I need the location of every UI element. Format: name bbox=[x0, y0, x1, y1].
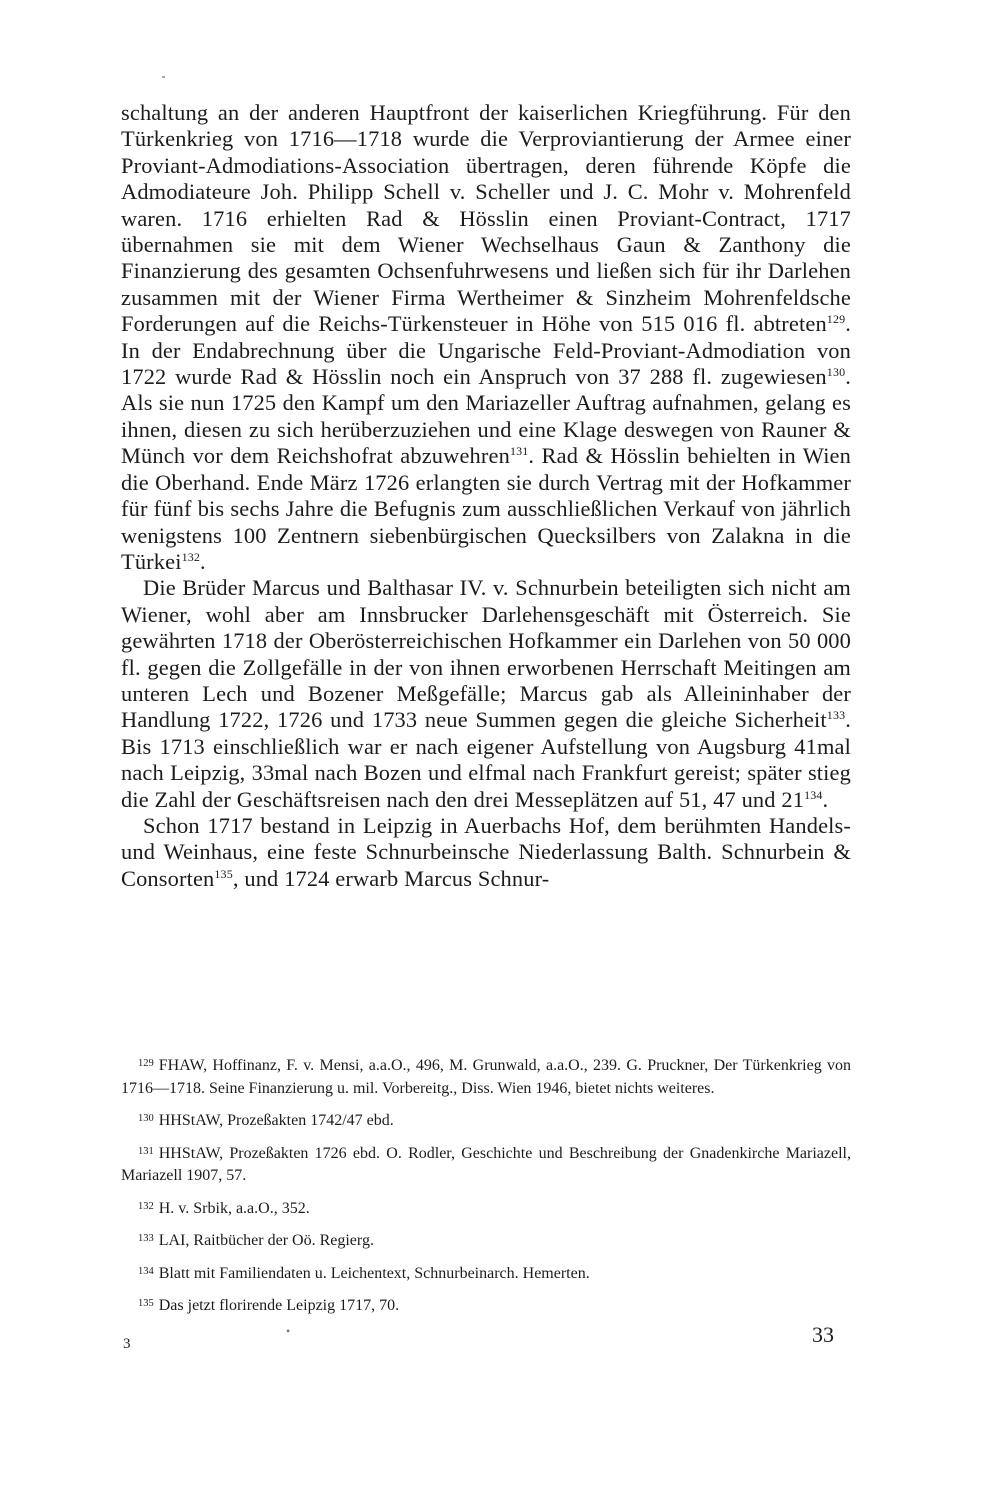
footnotes bbox=[121, 1053, 851, 1326]
footnote bbox=[121, 1228, 851, 1253]
footnote-number: 135 bbox=[138, 1298, 154, 1309]
text-run: . bbox=[822, 786, 829, 812]
footnote-text: Das jetzt florirende Leipzig 1717, 70. bbox=[158, 1297, 400, 1314]
paragraph bbox=[121, 575, 851, 813]
text-run: . Als sie nun 1725 den Kampf um den Mariazeller Auftrag aufnahmen, gelang es ihnen, diesen zu sich herüberzuziehen und eine Klage deswegen von Rauner & Münch vor dem Reichshofrat abzuwehren bbox=[121, 364, 851, 469]
footnote-text: FHAW, Hoffinanz, F. v. Mensi, a.a.O., 496, M. Grunwald, a.a.O., 239. G. Pruckner, Der Türkenkrieg von 1716—1718. Seine Finanzierung u. mil. Vorbereitg., Diss. Wien 1946, bietet nichts weiteres. bbox=[121, 1057, 851, 1097]
footnote-number: 134 bbox=[138, 1265, 154, 1277]
footnote-text: HHStAW, Prozeßakten 1726 ebd. O. Rodler, Geschichte und Beschreibung der Gnadenkirche Mariazell, Mariazell 1907, 57. bbox=[121, 1144, 851, 1184]
footnote-number: 129 bbox=[138, 1058, 154, 1069]
footnote-reference: 130 bbox=[826, 365, 846, 380]
footnote-number: 132 bbox=[138, 1200, 154, 1212]
footnote-text: HHStAW, Prozeßakten 1742/47 ebd. bbox=[158, 1112, 394, 1129]
footnote-reference: 129 bbox=[826, 312, 846, 327]
text-run: . Rad & Hösslin behielten in Wien die Oberhand. Ende März 1726 erlangten sie durch Vertrag mit der Hofkammer für fünf bis sechs Jahre die Befugnis zum ausschließlichen Verkauf von jährlich wenigstens 100 Zentnern siebenbürgischen Quecksilbers von Zalakna in die Türkei bbox=[121, 443, 851, 574]
footnote bbox=[121, 1261, 851, 1286]
paragraph bbox=[121, 813, 851, 892]
footnote bbox=[121, 1053, 851, 1100]
body-text bbox=[121, 100, 851, 892]
footnote-reference: 134 bbox=[804, 787, 823, 802]
text-run: Schon 1717 bestand in Leipzig in Auerbachs Hof, dem berühmten Handels- und Weinhaus, eine feste Schnurbeinsche Niederlassung Balth. Schnurbein & Consorten bbox=[121, 812, 851, 891]
footnote-reference: 133 bbox=[826, 708, 846, 723]
dot-mark: • bbox=[286, 1324, 291, 1338]
footnote-number: 131 bbox=[138, 1145, 154, 1157]
page-number: 33 bbox=[812, 1322, 834, 1347]
footnote bbox=[121, 1196, 851, 1221]
footnote bbox=[121, 1108, 851, 1133]
footnote bbox=[121, 1141, 851, 1188]
footnote-text: LAI, Raitbücher der Oö. Regierg. bbox=[158, 1232, 374, 1249]
text-run: . bbox=[200, 548, 206, 574]
footnote-number: 133 bbox=[138, 1233, 154, 1244]
text-run: . Bis 1713 einschließlich war er nach eigener Aufstellung von Augsburg 41mal nach Leipzig, 33mal nach Bozen und elfmal nach Frankfurt gereist; später stieg die Zahl der Geschäftsreisen nach den drei Messeplätzen auf 51, 47 und 21 bbox=[121, 707, 851, 812]
footnote-text: Blatt mit Familiendaten u. Leichentext, Schnurbeinarch. Hemerten. bbox=[158, 1264, 590, 1282]
stray-mark bbox=[162, 76, 165, 78]
footnote-reference: 131 bbox=[509, 444, 529, 459]
footnote-reference: 135 bbox=[214, 866, 233, 881]
footnote-number: 130 bbox=[138, 1113, 154, 1124]
text-run: . In der Endabrechnung über die Ungarische Feld-Proviant-Admodiation von 1722 wurde Rad & Hösslin noch ein Anspruch von 37 288 fl. zugewiesen bbox=[121, 311, 851, 390]
footnote-reference: 132 bbox=[181, 549, 201, 564]
footnote bbox=[121, 1293, 851, 1318]
footnote-text: H. v. Srbik, a.a.O., 352. bbox=[158, 1199, 310, 1217]
text-run: Die Brüder Marcus und Balthasar IV. v. Schnurbein beteiligten sich nicht am Wiener, wohl aber am Innsbrucker Darlehensgeschäft mit Österreich. Sie gewährten 1718 der Oberösterreichischen Hofkammer ein Darlehen von 50 000 fl. gegen die Zollgefälle in der von ihnen erworbenen Herrschaft Meitingen am unteren Lech und Bozener Meßgefälle; Marcus gab als Alleininhaber der Handlung 1722, 1726 und 1733 neue Summen gegen die gleiche Sicherheit bbox=[121, 575, 851, 733]
signature-mark: 3 bbox=[123, 1336, 131, 1352]
text-run: , und 1724 erwarb Marcus Schnur- bbox=[232, 865, 550, 891]
text-run: schaltung an der anderen Hauptfront der kaiserlichen Kriegführung. Für den Türkenkrieg von 1716—1718 wurde die Verproviantierung der Armee einer Proviant-Admodiations-Association übertragen, deren führende Köpfe die Admodiateure Joh. Philipp Schell v. Scheller und J. C. Mohr v. Mohrenfeld waren. 1716 erhielten Rad & Hösslin einen Proviant-Contract, 1717 übernahmen sie mit dem Wiener Wechselhaus Gaun & Zanthony die Finanzierung des gesamten Ochsenfuhrwesens und ließen sich für ihr Darlehen zusammen mit der Wiener Firma Wertheimer & Sinzheim Mohrenfeldsche Forderungen auf die Reichs-Türkensteuer in Höhe von 515 016 fl. abtreten bbox=[121, 100, 851, 337]
paragraph bbox=[121, 100, 851, 575]
